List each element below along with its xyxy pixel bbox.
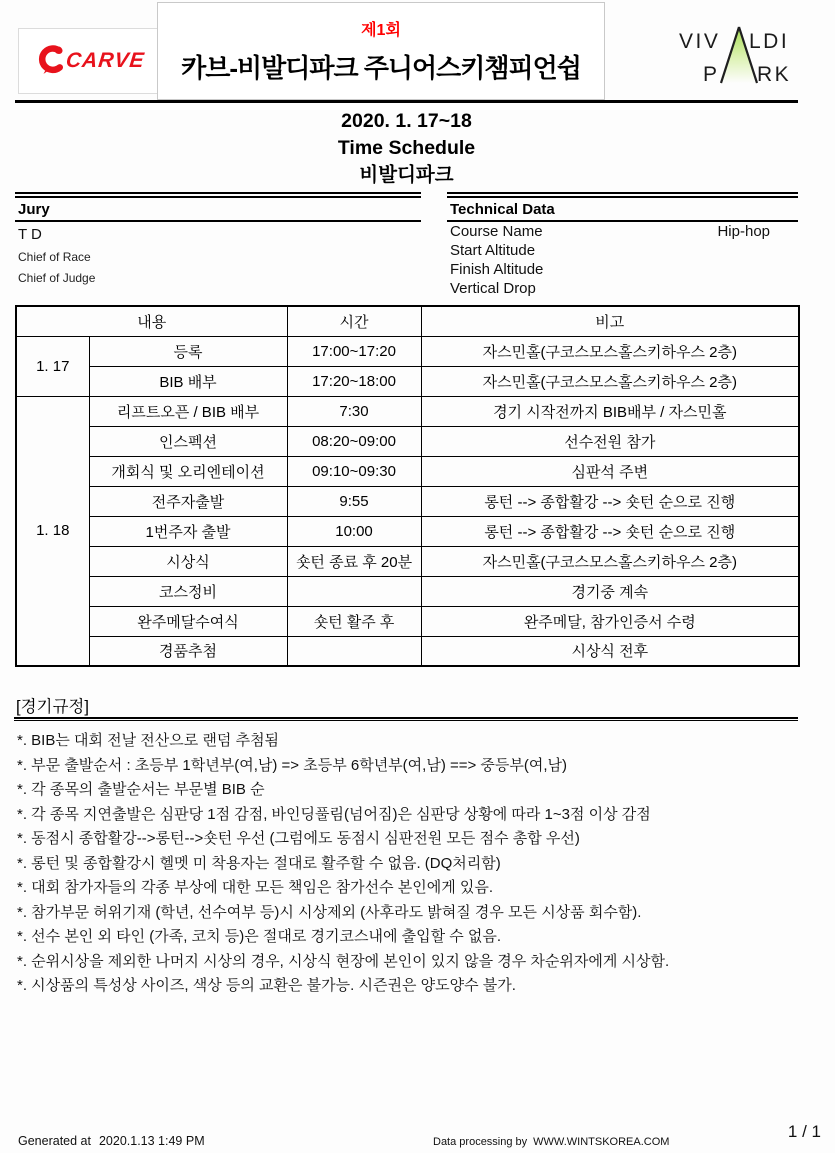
note-cell: 롱턴 --> 종합활강 --> 숏턴 순으로 진행	[421, 486, 799, 516]
content-cell: 등록	[89, 336, 287, 366]
time-cell: 7:30	[287, 396, 421, 426]
content-cell: 1번주자 출발	[89, 516, 287, 546]
jury-td: T D	[18, 226, 42, 243]
content-cell: 인스펙션	[89, 426, 287, 456]
processing-label: Data processing by	[433, 1136, 528, 1148]
technical-value: Hip-hop	[717, 223, 770, 240]
technical-label: Finish Altitude	[450, 261, 544, 278]
footer-generated	[18, 1134, 205, 1148]
table-row	[16, 486, 799, 516]
note-cell: 경기 시작전까지 BIB배부 / 자스민홀	[421, 396, 799, 426]
content-cell: 시상식	[89, 546, 287, 576]
note-cell: 선수전원 참가	[421, 426, 799, 456]
vivaldi-text-1a: VIV	[679, 30, 721, 53]
time-cell: 10:00	[287, 516, 421, 546]
vivaldi-text-2b: RK	[757, 63, 792, 86]
venue-name: 비발디파크	[359, 164, 454, 186]
table-row	[16, 546, 799, 576]
note-cell: 경기중 계속	[421, 576, 799, 606]
table-row	[16, 336, 799, 366]
table-row	[16, 636, 799, 666]
note-cell: 자스민홀(구코스모스홀스키하우스 2층)	[421, 336, 799, 366]
rule-item: *. 대회 참가자들의 각종 부상에 대한 모든 책임은 참가선수 본인에게 있음.	[17, 879, 494, 896]
technical-row-vertical-drop	[447, 279, 798, 298]
rule-item: *. 참가부문 허위기재 (학년, 선수여부 등)시 시상제외 (사후라도 밝혀질 경우 모든 시상품 회수함).	[17, 903, 642, 921]
rule-item: *. 각 종목의 출발순서는 부문별 BIB 순	[17, 781, 265, 798]
technical-label: Course Name	[450, 223, 543, 240]
table-row	[16, 606, 799, 636]
processing-value: WWW.WINTSKOREA.COM	[533, 1136, 670, 1148]
jury-heading: Jury	[15, 198, 421, 222]
vivaldi-text-2a: P	[703, 63, 720, 86]
note-cell: 완주메달, 참가인증서 수령	[421, 606, 799, 636]
content-cell: 완주메달수여식	[89, 606, 287, 636]
rules-heading: [경기규정]	[16, 698, 89, 716]
jury-chief-of-judge: Chief of Judge	[18, 271, 96, 285]
carve-logo	[18, 28, 164, 94]
vivaldi-text-1b: LDI	[749, 30, 790, 53]
technical-row-course-name	[447, 222, 798, 241]
table-row	[16, 516, 799, 546]
technical-label: Vertical Drop	[450, 280, 536, 297]
note-cell: 자스민홀(구코스모스홀스키하우스 2층)	[421, 546, 799, 576]
schedule-table	[15, 305, 800, 667]
content-cell: 경품추첨	[89, 636, 287, 666]
carve-wordmark: CARVE	[65, 49, 147, 72]
rule-item: *. 순위시상을 제외한 나머지 시상의 경우, 시상식 현장에 본인이 있지 않을 경우 차순위자에게 시상함.	[17, 952, 670, 970]
event-dates: 2020. 1. 17~18	[341, 110, 472, 132]
date-cell: 1. 17	[16, 336, 89, 396]
rule-item: *. BIB는 대회 전날 전산으로 랜덤 추첨됨	[17, 732, 280, 749]
technical-heading: Technical Data	[447, 198, 798, 222]
note-cell: 심판석 주변	[421, 456, 799, 486]
note-cell: 롱턴 --> 종합활강 --> 숏턴 순으로 진행	[421, 516, 799, 546]
event-title-box	[157, 2, 605, 100]
generated-value: 2020.1.13 1:49 PM	[98, 1134, 205, 1148]
table-header-row	[16, 306, 799, 336]
rules-list	[17, 729, 812, 999]
time-cell: 숏턴 종료 후 20분	[287, 546, 421, 576]
rules-divider	[14, 717, 798, 721]
time-cell: 09:10~09:30	[287, 456, 421, 486]
note-cell: 자스민홀(구코스모스홀스키하우스 2층)	[421, 366, 799, 396]
doc-title	[15, 108, 798, 189]
page-number: 1 / 1	[787, 1122, 821, 1141]
time-cell	[287, 636, 421, 666]
rule-item: *. 각 종목 지연출발은 심판당 1점 감점, 바인딩풀림(넘어짐)은 심판당 상황에 따라 1~3점 이상 감점	[17, 805, 651, 823]
event-number: 제1회	[361, 22, 401, 39]
technical-data-section	[447, 192, 798, 298]
time-cell: 숏턴 활주 후	[287, 606, 421, 636]
table-row	[16, 426, 799, 456]
technical-row-start-altitude	[447, 241, 798, 260]
col-header-content: 내용	[16, 306, 287, 336]
rule-item: *. 롱턴 및 종합활강시 헬멧 미 착용자는 절대로 활주할 수 없음. (DQ처리함)	[17, 854, 501, 872]
time-cell	[287, 576, 421, 606]
carve-c-icon	[37, 43, 63, 80]
technical-row-finish-altitude	[447, 260, 798, 279]
content-cell: 개회식 및 오리엔테이션	[89, 456, 287, 486]
col-header-note: 비고	[421, 306, 799, 336]
col-header-time: 시간	[287, 306, 421, 336]
table-row	[16, 396, 799, 426]
table-row	[16, 366, 799, 396]
date-cell: 1. 18	[16, 396, 89, 666]
rule-item: *. 선수 본인 외 타인 (가족, 코치 등)은 절대로 경기코스내에 출입할 수 없음.	[17, 928, 502, 945]
time-cell: 08:20~09:00	[287, 426, 421, 456]
table-row	[16, 576, 799, 606]
rule-item: *. 동점시 종합활강-->롱턴-->숏턴 우선 (그럼에도 동점시 심판전원 모든 점수 총합 우선)	[17, 830, 580, 847]
time-cell: 17:20~18:00	[287, 366, 421, 396]
content-cell: 전주자출발	[89, 486, 287, 516]
jury-chief-of-race: Chief of Race	[18, 250, 91, 264]
content-cell: 코스정비	[89, 576, 287, 606]
footer-processing	[433, 1136, 669, 1148]
event-title: 카브-비발디파크 주니어스키챔피언쉽	[181, 53, 581, 83]
jury-section	[15, 192, 421, 287]
rule-item: *. 부문 출발순서 : 초등부 1학년부(여,남) => 초등부 6학년부(여,남) ==> 중등부(여,남)	[17, 756, 568, 774]
technical-label: Start Altitude	[450, 242, 536, 259]
schedule-name: Time Schedule	[337, 137, 476, 159]
generated-label: Generated at	[18, 1134, 91, 1148]
vivaldi-park-logo	[676, 24, 804, 88]
time-cell: 9:55	[287, 486, 421, 516]
rule-item: *. 시상품의 특성상 사이즈, 색상 등의 교환은 불가능. 시즌권은 양도양수 불가.	[17, 977, 516, 994]
header-divider	[15, 100, 798, 103]
table-row	[16, 456, 799, 486]
content-cell: BIB 배부	[89, 366, 287, 396]
content-cell: 리프트오픈 / BIB 배부	[89, 396, 287, 426]
time-cell: 17:00~17:20	[287, 336, 421, 366]
note-cell: 시상식 전후	[421, 636, 799, 666]
